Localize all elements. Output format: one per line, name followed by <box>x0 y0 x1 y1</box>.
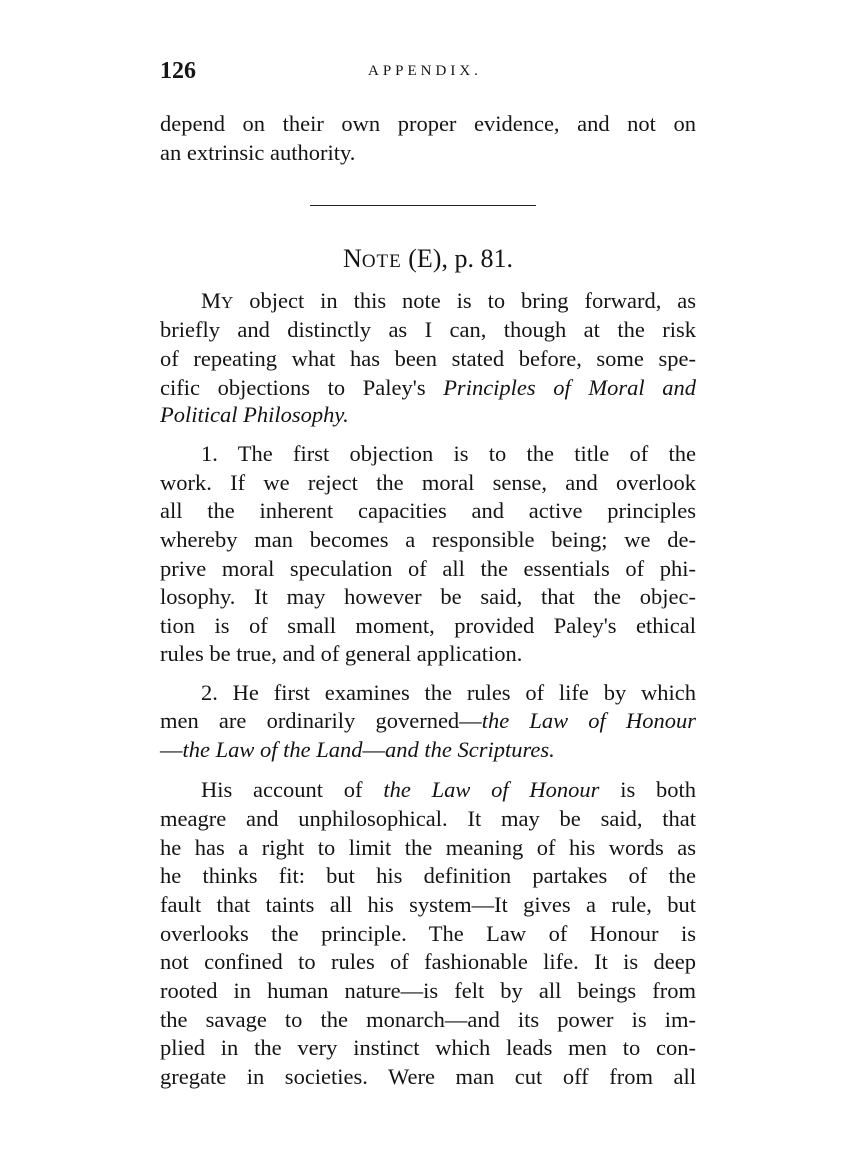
text-line: cific objections to Paley's Principles of Moral and <box>160 375 696 400</box>
note-heading: NOTE (E), p. 81. <box>343 244 513 273</box>
text-line: work. If we reject the moral sense, and overlook <box>160 470 696 495</box>
text-line: fault that taints all his system—It gives a rule, but <box>160 892 696 917</box>
text-line: Political Philosophy. <box>160 402 349 427</box>
text-line: depend on their own proper evidence, and not on <box>160 111 696 136</box>
text-line: meagre and unphilosophical. It may be said, that <box>160 806 696 831</box>
text-line: all the inherent capacities and active principles <box>160 498 696 523</box>
text-line: he thinks fit: but his definition partakes of the <box>160 863 696 888</box>
text-line: His account of the Law of Honour is both <box>201 777 696 802</box>
text-line: men are ordinarily governed—the Law of Honour <box>160 708 696 733</box>
text-line: —the Law of the Land—and the Scriptures. <box>160 737 555 762</box>
text-line: whereby man becomes a responsible being; we de- <box>160 527 696 552</box>
text-line: rules be true, and of general application. <box>160 641 523 666</box>
text-line: plied in the very instinct which leads men to con- <box>160 1035 696 1060</box>
text-line: prive moral speculation of all the essentials of phi- <box>160 556 696 581</box>
text-line: briefly and distinctly as I can, though at the risk <box>160 317 696 342</box>
text-line: tion is of small moment, provided Paley's ethical <box>160 613 696 638</box>
text-line: rooted in human nature—is felt by all beings from <box>160 978 696 1003</box>
text-line: an extrinsic authority. <box>160 140 356 165</box>
text-line: the savage to the monarch—and its power is im- <box>160 1007 696 1032</box>
text-line: not confined to rules of fashionable life. It is deep <box>160 949 696 974</box>
text-line: losophy. It may however be said, that the objec- <box>160 584 696 609</box>
text-line: 1. The first objection is to the title of the <box>201 441 696 466</box>
text-line: MY object in this note is to bring forward, as <box>201 288 696 313</box>
text-line: overlooks the principle. The Law of Honour is <box>160 921 696 946</box>
running-title: APPENDIX. <box>368 63 482 79</box>
section-divider <box>310 205 536 206</box>
text-line: of repeating what has been stated before, some spe- <box>160 346 696 371</box>
text-line: gregate in societies. Were man cut off from all <box>160 1064 696 1089</box>
text-line: he has a right to limit the meaning of his words as <box>160 835 696 860</box>
page-number: 126 <box>160 58 196 84</box>
text-line: 2. He first examines the rules of life by which <box>201 680 696 705</box>
